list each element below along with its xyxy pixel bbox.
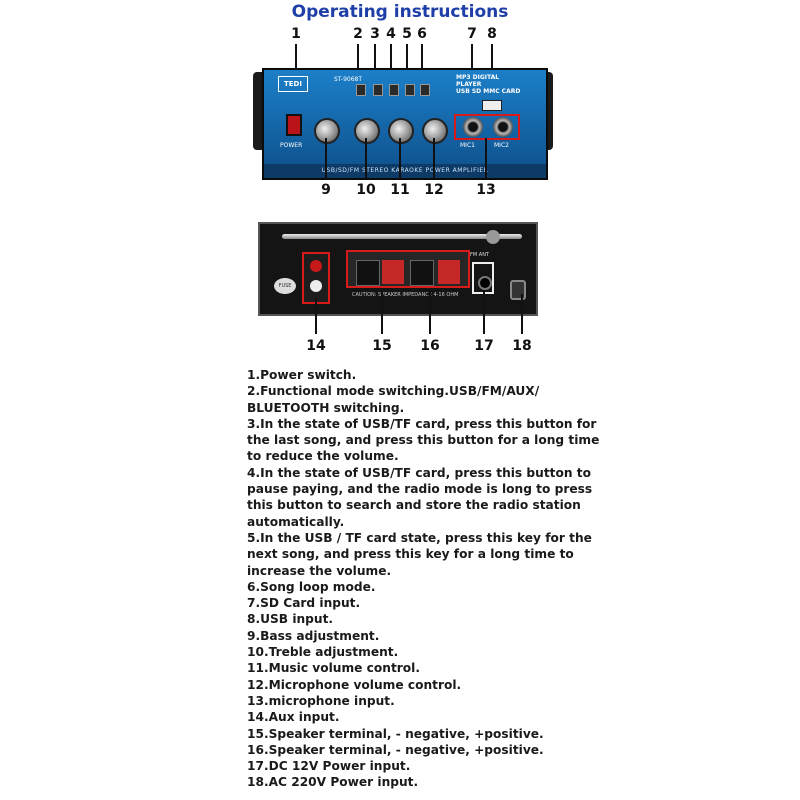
- callout-3: 3: [370, 26, 380, 42]
- front-panel: [262, 68, 548, 180]
- instruction-line: 10.Treble adjustment.: [247, 645, 399, 660]
- instruction-line: to reduce the volume.: [247, 449, 399, 464]
- speaker-terminal-2-pos[interactable]: [438, 260, 460, 284]
- fuse-holder: FUSE: [274, 278, 296, 294]
- mic1-label: MIC1: [460, 142, 475, 149]
- callout-16: 16: [420, 338, 440, 354]
- speaker-terminals-highlight: [346, 250, 470, 288]
- instruction-line: 12.Microphone volume control.: [247, 677, 462, 692]
- instruction-line: 18.AC 220V Power input.: [247, 775, 419, 790]
- callout-7: 7: [467, 26, 477, 42]
- instruction-line: 15.Speaker terminal, - negative, +positive.: [247, 726, 544, 741]
- usb-port[interactable]: [482, 100, 502, 111]
- callout-line-9: [325, 138, 327, 178]
- callout-line-14: [315, 298, 317, 334]
- callout-line-10: [365, 138, 367, 178]
- play-pause-button[interactable]: [389, 84, 399, 96]
- mode-button[interactable]: [356, 84, 366, 96]
- speaker-terminal-2-neg[interactable]: [410, 260, 434, 286]
- dc-12v-jack[interactable]: [478, 276, 492, 290]
- instruction-line: 4.In the state of USB/TF card, press this button to: [247, 465, 591, 480]
- speaker-terminal-1-pos[interactable]: [382, 260, 404, 284]
- instruction-line: 13.microphone input.: [247, 693, 395, 708]
- model-label: ST-9068T: [334, 76, 363, 83]
- callout-10: 10: [356, 182, 376, 198]
- treble-knob[interactable]: [354, 118, 380, 144]
- callout-5: 5: [402, 26, 412, 42]
- next-button[interactable]: [405, 84, 415, 96]
- callout-line-13: [485, 138, 487, 178]
- callout-line-18: [521, 294, 523, 334]
- instruction-line: 17.DC 12V Power input.: [247, 759, 411, 774]
- instruction-line: 1.Power switch.: [247, 368, 357, 382]
- callout-2: 2: [353, 26, 363, 42]
- callout-line-11: [399, 138, 401, 178]
- callout-17: 17: [474, 338, 494, 354]
- instruction-line: 14.Aux input.: [247, 710, 340, 725]
- instruction-line: 5.In the USB / TF card state, press this key for the: [247, 530, 592, 545]
- instruction-line: this button to search and store the radio station: [247, 498, 581, 513]
- page-title: Operating instructions: [291, 2, 509, 22]
- ac-220v-input[interactable]: [510, 280, 526, 300]
- instruction-line: 9.Bass adjustment.: [247, 628, 380, 643]
- instruction-line: 11.Music volume control.: [247, 661, 420, 676]
- callout-line-16: [429, 290, 431, 334]
- callout-12: 12: [424, 182, 444, 198]
- aux-rca-white[interactable]: [310, 280, 322, 292]
- callout-line-12: [433, 138, 435, 178]
- callout-13: 13: [476, 182, 496, 198]
- mp3-label-line1: MP3 DIGITAL PLAYER: [456, 74, 500, 88]
- mp3-label: [456, 74, 526, 95]
- instruction-line: pause paying, and the radio mode is long to press: [247, 482, 593, 497]
- callout-line-17: [483, 290, 485, 334]
- instruction-line: increase the volume.: [247, 563, 392, 578]
- instruction-line: the last song, and press this button for a long time: [247, 433, 600, 448]
- front-panel-face: [262, 68, 548, 180]
- power-switch[interactable]: [286, 114, 302, 136]
- callout-8: 8: [487, 26, 497, 42]
- mic-inputs-highlight: [454, 114, 520, 140]
- callout-4: 4: [386, 26, 396, 42]
- repeat-button[interactable]: [420, 84, 430, 96]
- callout-9: 9: [321, 182, 331, 198]
- bass-knob[interactable]: [314, 118, 340, 144]
- power-label: POWER: [280, 142, 303, 149]
- music-volume-knob[interactable]: [388, 118, 414, 144]
- instruction-line: 16.Speaker terminal, - negative, +positive.: [247, 742, 544, 757]
- instruction-line: 7.SD Card input.: [247, 596, 361, 611]
- instruction-line: automatically.: [247, 514, 345, 529]
- aux-rca-red[interactable]: [310, 260, 322, 272]
- instruction-line: 2.Functional mode switching.USB/FM/AUX/: [247, 384, 540, 399]
- aux-input-highlight: [302, 252, 330, 304]
- mic-volume-knob[interactable]: [422, 118, 448, 144]
- mp3-label-line2: USB SD MMC CARD: [456, 88, 521, 95]
- speaker-terminal-1-neg[interactable]: [356, 260, 380, 286]
- callout-6: 6: [417, 26, 427, 42]
- callout-line-15: [381, 290, 383, 334]
- callout-18: 18: [512, 338, 532, 354]
- instruction-line: 3.In the state of USB/TF card, press this button for: [247, 416, 597, 431]
- instruction-line: BLUETOOTH switching.: [247, 400, 405, 415]
- mic2-jack[interactable]: [493, 117, 513, 137]
- instruction-line: 6.Song loop mode.: [247, 579, 376, 594]
- callout-14: 14: [306, 338, 326, 354]
- callout-15: 15: [372, 338, 392, 354]
- callout-1: 1: [291, 26, 301, 42]
- instruction-line: next song, and press this key for a long time to: [247, 547, 574, 562]
- prev-button[interactable]: [373, 84, 383, 96]
- instruction-line: 8.USB input.: [247, 612, 334, 627]
- mic1-jack[interactable]: [463, 117, 483, 137]
- callout-11: 11: [390, 182, 410, 198]
- instructions-list: [247, 367, 787, 791]
- front-strip-label: USB/SD/FM STEREO KARAOKE POWER AMPLIFIER: [264, 164, 546, 178]
- caution-label: CAUTION: SPEAKER IMPEDANCE 4-16 OHM: [352, 292, 459, 298]
- brand-logo: TEDI: [278, 76, 308, 92]
- fm-antenna-tip: [486, 230, 500, 244]
- rear-panel: [258, 222, 538, 316]
- mic2-label: MIC2: [494, 142, 509, 149]
- fm-ant-label: FM ANT: [470, 252, 489, 258]
